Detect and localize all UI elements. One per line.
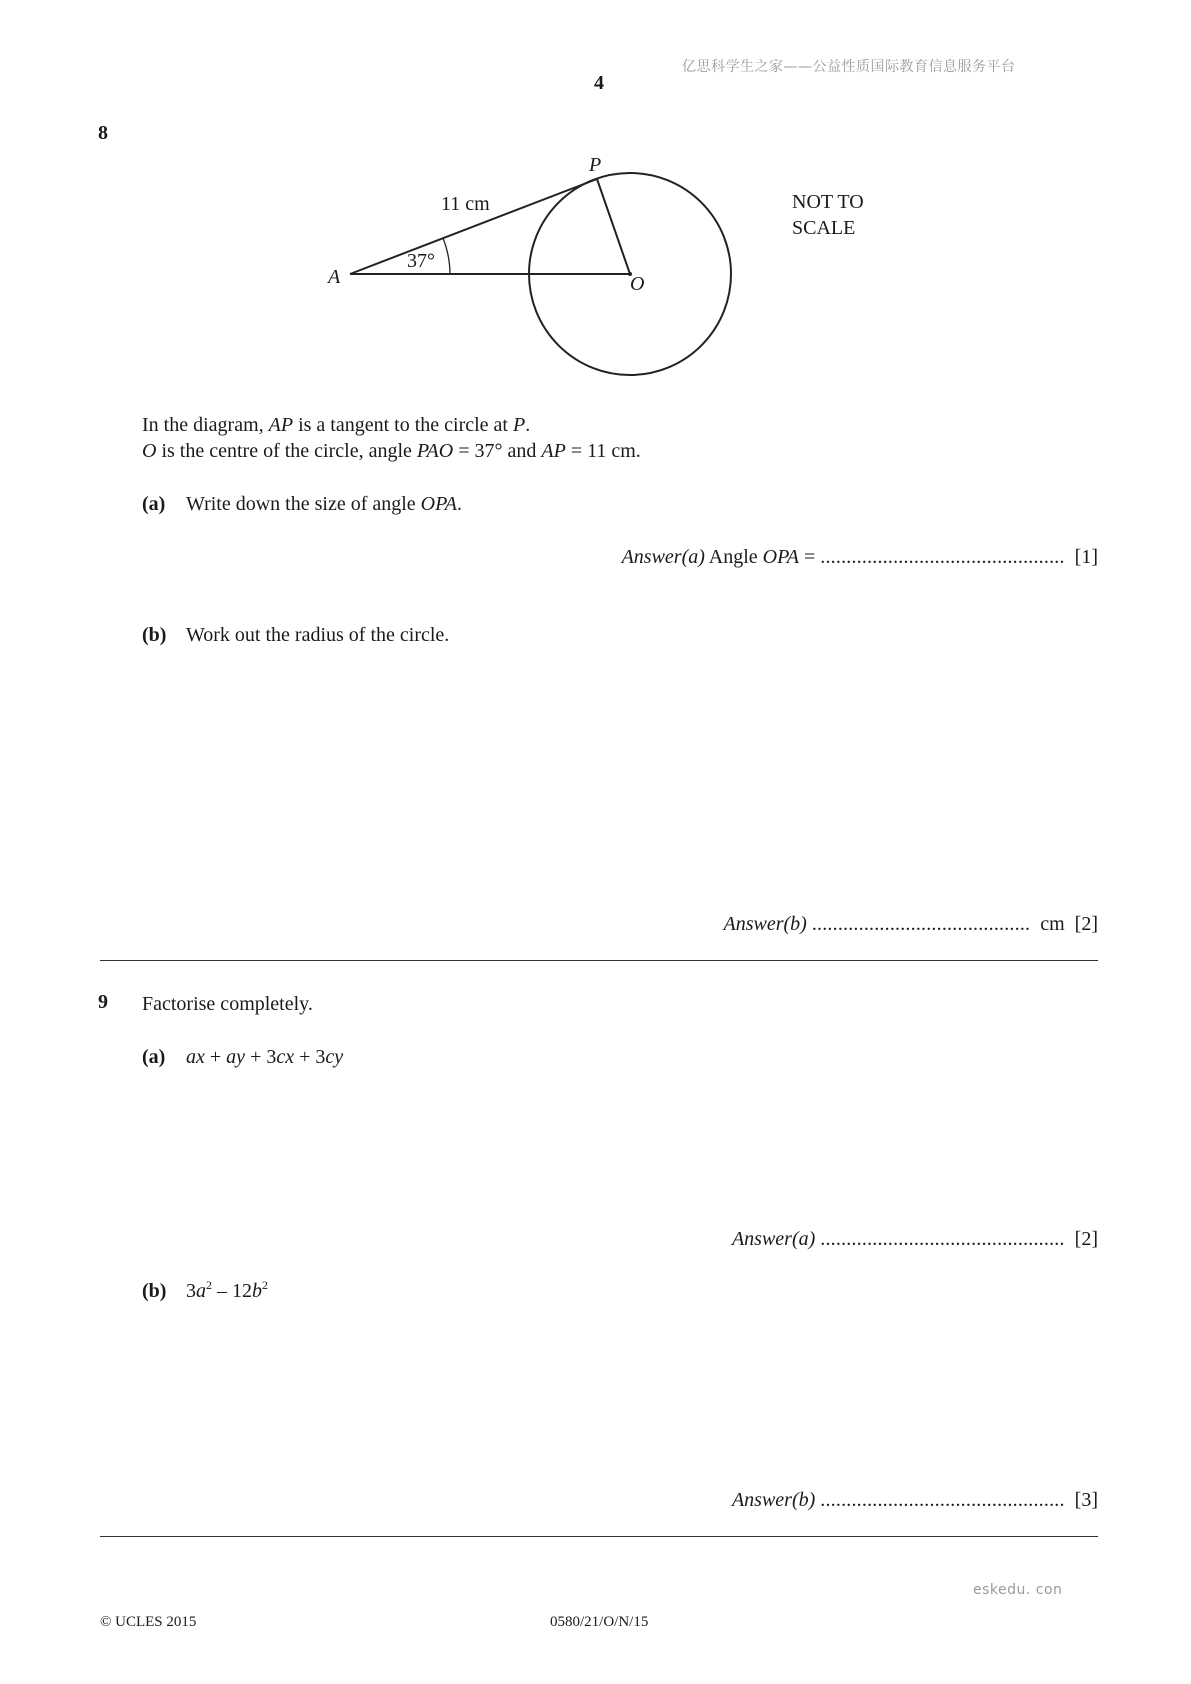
q9b-answer-dots[interactable]: ...............................................	[820, 1489, 1065, 1511]
label-angle: 37°	[407, 250, 435, 272]
footer-code: 0580/21/O/N/15	[550, 1614, 649, 1630]
page-number: 4	[594, 72, 604, 94]
q9a-answer-dots[interactable]: ...............................................	[820, 1228, 1065, 1250]
q9-prompt: Factorise completely.	[142, 993, 313, 1015]
divider-rule	[100, 1536, 1098, 1537]
not-to-scale-line1: NOT TO	[792, 191, 864, 213]
q9b-answer-line[interactable]: Answer(b) ............................................... [3]	[731, 1489, 1098, 1511]
footer-copyright: © UCLES 2015	[100, 1614, 197, 1630]
q9b-label: (b)	[142, 1280, 167, 1302]
q8b-text: Work out the radius of the circle.	[186, 624, 450, 646]
q8a-text: Write down the size of angle OPA.	[186, 493, 462, 515]
label-O: O	[630, 273, 645, 295]
question-8-number: 8	[98, 122, 108, 144]
q9a-label: (a)	[142, 1046, 166, 1068]
q8-intro-line1: In the diagram, AP is a tangent to the circle at P.	[142, 414, 531, 436]
footer-site: eskedu. con	[973, 1582, 1063, 1598]
q8b-marks: [2]	[1074, 913, 1098, 935]
q9a-expression: ax + ay + 3cx + 3cy	[186, 1046, 344, 1068]
q8b-answer-dots[interactable]: ..........................................	[811, 913, 1031, 935]
q8b-answer-line[interactable]: Answer(b) .......................................... cm [2]	[723, 913, 1098, 935]
radius-OP	[597, 179, 630, 274]
q9a-answer-line[interactable]: Answer(a) ............................................... [2]	[731, 1228, 1098, 1250]
label-A: A	[328, 266, 341, 288]
angle-arc	[443, 238, 450, 274]
q8-intro-line2: O is the centre of the circle, angle PAO = 37° and AP = 11 cm.	[142, 440, 641, 462]
divider-rule	[100, 960, 1098, 961]
q8a-marks: [1]	[1074, 546, 1098, 568]
q8b-unit: cm	[1040, 913, 1065, 935]
q9b-marks: [3]	[1074, 1489, 1098, 1511]
question-9-number: 9	[98, 991, 108, 1013]
q9b-expression: $3a^2 - 12b^2$	[186, 1278, 268, 1302]
q8a-label: (a)	[142, 493, 166, 515]
q9a-marks: [2]	[1074, 1228, 1098, 1250]
tangent-circle-diagram	[300, 150, 770, 380]
not-to-scale-line2: SCALE	[792, 217, 856, 239]
label-P: P	[589, 154, 602, 176]
q8b-label: (b)	[142, 624, 167, 646]
header-watermark: 亿思科学生之家——公益性质国际教育信息服务平台	[682, 59, 1016, 75]
label-length: 11 cm	[441, 193, 490, 215]
q8a-answer-line[interactable]: Answer(a) Angle OPA = ............................................... [1]	[621, 546, 1098, 568]
q8a-answer-dots[interactable]: ...............................................	[820, 546, 1065, 568]
